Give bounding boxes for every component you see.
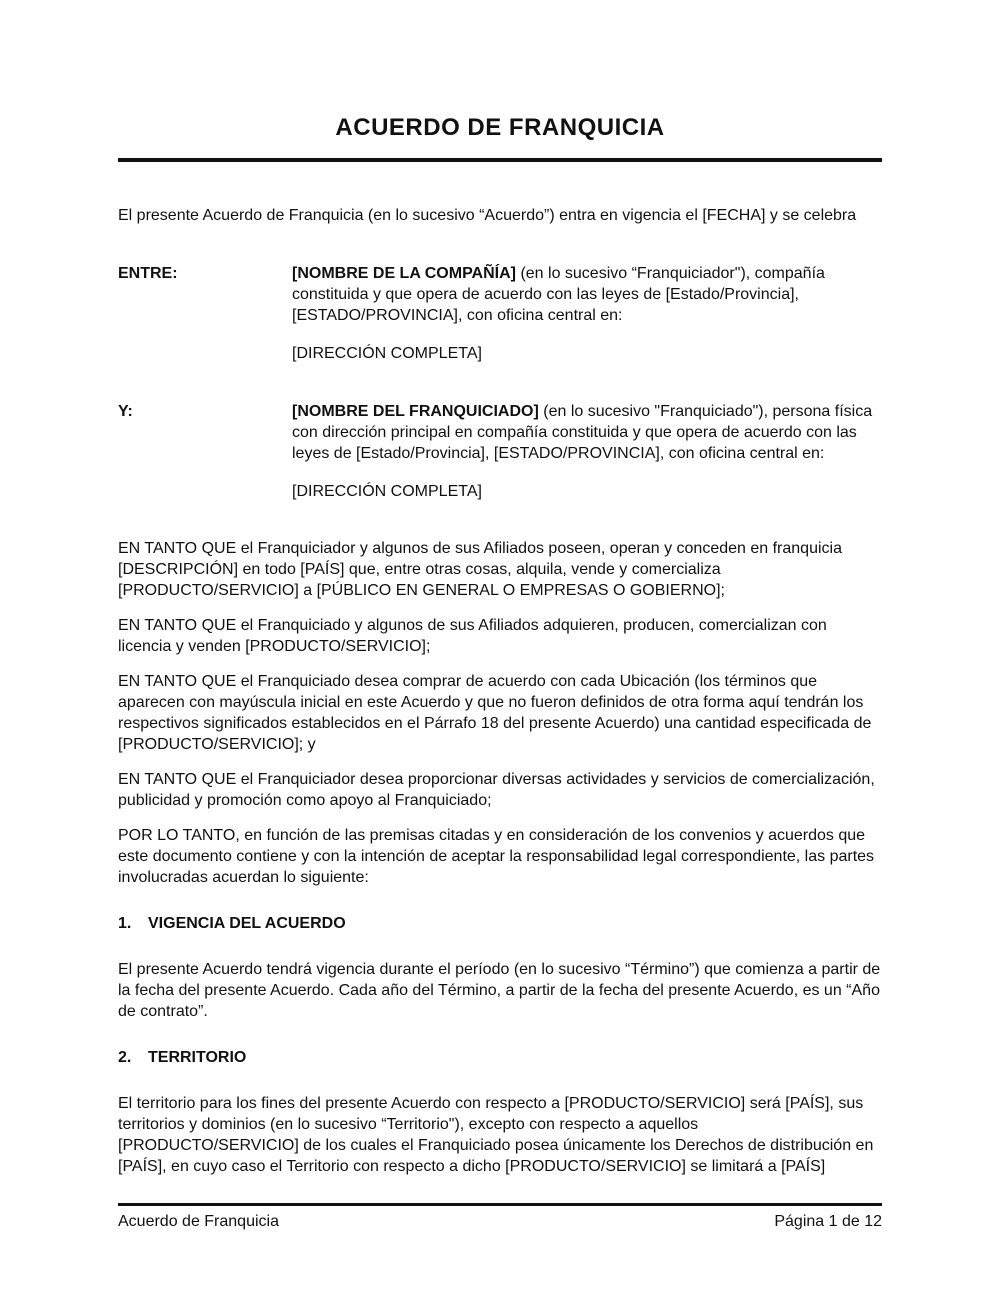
document-page: [118, 0, 882, 1191]
party-address: [DIRECCIÓN COMPLETA]: [292, 345, 482, 362]
section-paragraph: El territorio para los fines del presente Acuerdo con respecto a [PRODUCTO/SERVICIO] será [PAÍS], sus territorios y dominios (en lo sucesivo “Territorio"), excepto con respecto a aquellos [PRODUCTO/SERVICIO] de los cuales el Franquiciado posea únicamente los Derechos de distribución en [PAÍS], en cuyo caso el Territorio con respecto a dicho [PRODUCTO/SERVICIO] se limitará a [PAÍS]: [118, 1095, 874, 1175]
recital-paragraph: POR LO TANTO, en función de las premisas citadas y en consideración de los convenios y acuerdos que este documento contiene y con la intención de aceptar la responsabilidad legal correspondiente, las partes involucradas acuerdan lo siguiente:: [118, 827, 875, 886]
section-title: VIGENCIA DEL ACUERDO: [148, 915, 346, 932]
title-divider: [118, 158, 882, 162]
party-address: [DIRECCIÓN COMPLETA]: [292, 483, 482, 500]
section-number: 2.: [118, 1049, 132, 1066]
party-description-text: (en lo sucesivo “Franquiciador"), compañía constituida y que opera de acuerdo con las leyes de [Estado/Provincia], [ESTADO/PROVINCIA], con oficina central en:: [292, 265, 825, 324]
party-label: ENTRE:: [118, 265, 178, 282]
footer-page-number: Página 1 de 12: [774, 1213, 882, 1230]
section-heading-vigencia: [118, 913, 882, 934]
recital-paragraph: EN TANTO QUE el Franquiciado desea comprar de acuerdo con cada Ubicación (los términos que aparecen con mayúscula inicial en este Acuerdo y que no fueron definidos de otra forma aquí tendrán los respectivos significados establecidos en el Párrafo 18 del presente Acuerdo) una cantidad especificada de [PRODUCTO/SERVICIO]; y: [118, 673, 872, 753]
footer-document-name: Acuerdo de Franquicia: [118, 1213, 279, 1230]
recital-paragraph: EN TANTO QUE el Franquiciador y algunos de sus Afiliados poseen, operan y conceden en franquicia [DESCRIPCIÓN] en todo [PAÍS] que, entre otras cosas, alquila, vende y comercializa [PRODUCTO/SERVICIO] a [PÚBLICO EN GENERAL O EMPRESAS O GOBIERNO];: [118, 540, 842, 599]
party-name: [NOMBRE DE LA COMPAÑÍA]: [292, 265, 516, 282]
party-row-franquiciador: [118, 263, 882, 364]
page-title: ACUERDO DE FRANQUICIA: [335, 114, 665, 141]
party-description: [292, 401, 882, 464]
party-row-franquiciado: [118, 401, 882, 502]
section-number: 1.: [118, 915, 132, 932]
recital-paragraph: EN TANTO QUE el Franquiciador desea proporcionar diversas actividades y servicios de comercialización, publicidad y promoción como apoyo al Franquiciado;: [118, 771, 875, 809]
recitals-block: [118, 538, 882, 888]
party-name: [NOMBRE DEL FRANQUICIADO]: [292, 403, 539, 420]
recital-paragraph: EN TANTO QUE el Franquiciado y algunos de sus Afiliados adquieren, producen, comercializan con licencia y venden [PRODUCTO/SERVICIO];: [118, 617, 827, 655]
intro-paragraph: El presente Acuerdo de Franquicia (en lo sucesivo “Acuerdo”) entra en vigencia el [FECHA] y se celebra: [118, 207, 857, 224]
party-description: [292, 263, 882, 326]
party-description-text: (en lo sucesivo "Franquiciado"), persona física con dirección principal en compañía constituida y que opera de acuerdo con las leyes de [Estado/Provincia], [ESTADO/PROVINCIA], con oficina central en:: [292, 403, 873, 462]
party-content: [292, 401, 882, 502]
section-heading-territorio: [118, 1047, 882, 1068]
party-content: [292, 263, 882, 364]
page-footer: [118, 1203, 882, 1232]
party-label: Y:: [118, 403, 133, 420]
section-paragraph: El presente Acuerdo tendrá vigencia durante el período (en lo sucesivo “Término”) que comienza a partir de la fecha del presente Acuerdo. Cada año del Término, a partir de la fecha del presente Acuerdo, es un “Año de contrato”.: [118, 961, 881, 1020]
section-title: TERRITORIO: [148, 1049, 247, 1066]
